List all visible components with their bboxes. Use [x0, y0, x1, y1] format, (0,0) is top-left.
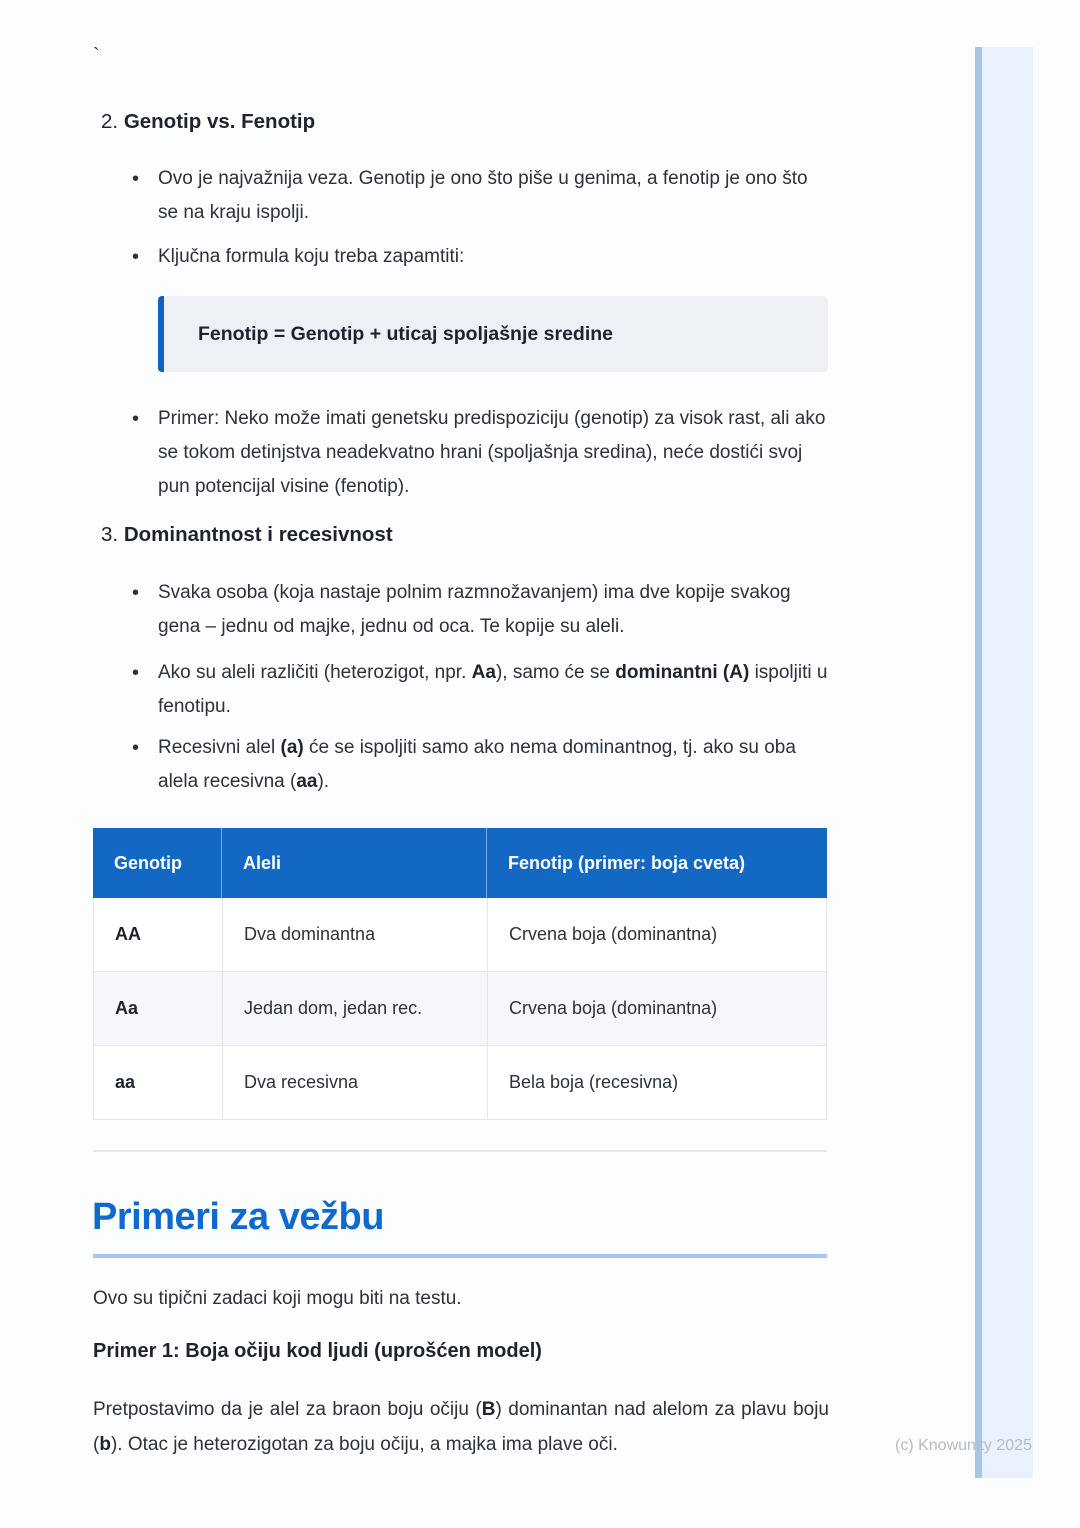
list-item-text: Ako su aleli različiti (heterozigot, npr. Aa), samo će se dominantni (A) ispoljiti u fenotipu.	[158, 662, 828, 717]
cell-fenotip: Bela boja (recesivna)	[509, 1072, 679, 1092]
list-item	[132, 240, 832, 274]
bullet-dot: •	[132, 408, 140, 430]
section-divider	[93, 1150, 827, 1152]
table-header-row	[93, 828, 827, 898]
bullet-dot: •	[132, 168, 140, 190]
watermark-text: (c) Knowunity 2025	[895, 1437, 1032, 1454]
list-item-text: Ovo je najvažnija veza. Genotip je ono što piše u genima, a fenotip je ono što se na kraju ispolji.	[158, 168, 808, 223]
bullet-dot: •	[132, 582, 140, 604]
stray-backtick: `	[93, 45, 100, 67]
list-item-text: Recesivni alel (a) će se ispoljiti samo ako nema dominantnog, tj. ako su oba alela recesivna (aa).	[158, 737, 796, 792]
section-title: Genotip vs. Fenotip	[123, 110, 316, 133]
list-item	[132, 402, 832, 504]
table-row	[93, 972, 827, 1046]
genotype-table	[93, 828, 827, 1120]
cell-aleli: Dva dominantna	[223, 898, 488, 971]
cell-aleli: Jedan dom, jedan rec.	[223, 972, 488, 1045]
list-item	[132, 576, 832, 644]
section-heading-dominantnost	[101, 523, 393, 547]
list-item-text: Svaka osoba (koja nastaje polnim razmnožavanjem) ima dve kopije svakog gena – jednu od majke, jednu od oca. Te kopije su aleli.	[158, 582, 791, 637]
bullet-dot: •	[132, 737, 140, 759]
table-row	[93, 1046, 827, 1120]
section-number: 2.	[101, 110, 119, 133]
table-header-fenotip: Fenotip (primer: boja cveta)	[508, 852, 746, 873]
cell-aleli: Dva recesivna	[223, 1046, 488, 1119]
example-title: Primer 1: Boja očiju kod ljudi (uprošćen model)	[93, 1340, 542, 1362]
scrollbar-track[interactable]	[975, 47, 1033, 1478]
table-header-genotip: Genotip	[93, 828, 222, 898]
table-header-aleli: Aleli	[222, 828, 487, 898]
section-title: Dominantnost i recesivnost	[123, 523, 393, 546]
bullet-dot: •	[132, 662, 140, 684]
cell-fenotip: Crvena boja (dominantna)	[509, 998, 718, 1018]
bullet-dot: •	[132, 246, 140, 268]
list-item	[132, 162, 832, 230]
table-row	[93, 898, 827, 972]
list-item-text: Ključna formula koju treba zapamtiti:	[158, 246, 465, 267]
cell-genotip: AA	[94, 898, 223, 971]
section-heading-genotip-vs-fenotip	[101, 110, 315, 134]
heading-underline	[93, 1254, 827, 1258]
list-item	[132, 731, 832, 799]
cell-genotip: aa	[94, 1046, 223, 1119]
cell-fenotip: Crvena boja (dominantna)	[509, 924, 718, 944]
list-item	[132, 656, 832, 724]
table-body	[93, 898, 827, 1120]
formula-callout	[158, 296, 828, 372]
example-paragraph: Pretpostavimo da je alel za braon boju očiju (B) dominantan nad alelom za plavu boju (b). Otac je heterozigotan za boju očiju, a majka ima plave oči.	[93, 1399, 829, 1455]
intro-text: Ovo su tipični zadaci koji mogu biti na testu.	[93, 1288, 462, 1309]
page-title: Primeri za vežbu	[92, 1196, 384, 1238]
list-item-text: Primer: Neko može imati genetsku predispoziciju (genotip) za visok rast, ali ako se tokom detinjstva neadekvatno hrani (spoljašnja sredina), neće dostići svoj pun potencijal visine (fenotip).	[158, 408, 826, 497]
cell-genotip: Aa	[94, 972, 223, 1045]
formula-text: Fenotip = Genotip + uticaj spoljašnje sredine	[198, 322, 614, 345]
section-number: 3.	[101, 523, 119, 546]
